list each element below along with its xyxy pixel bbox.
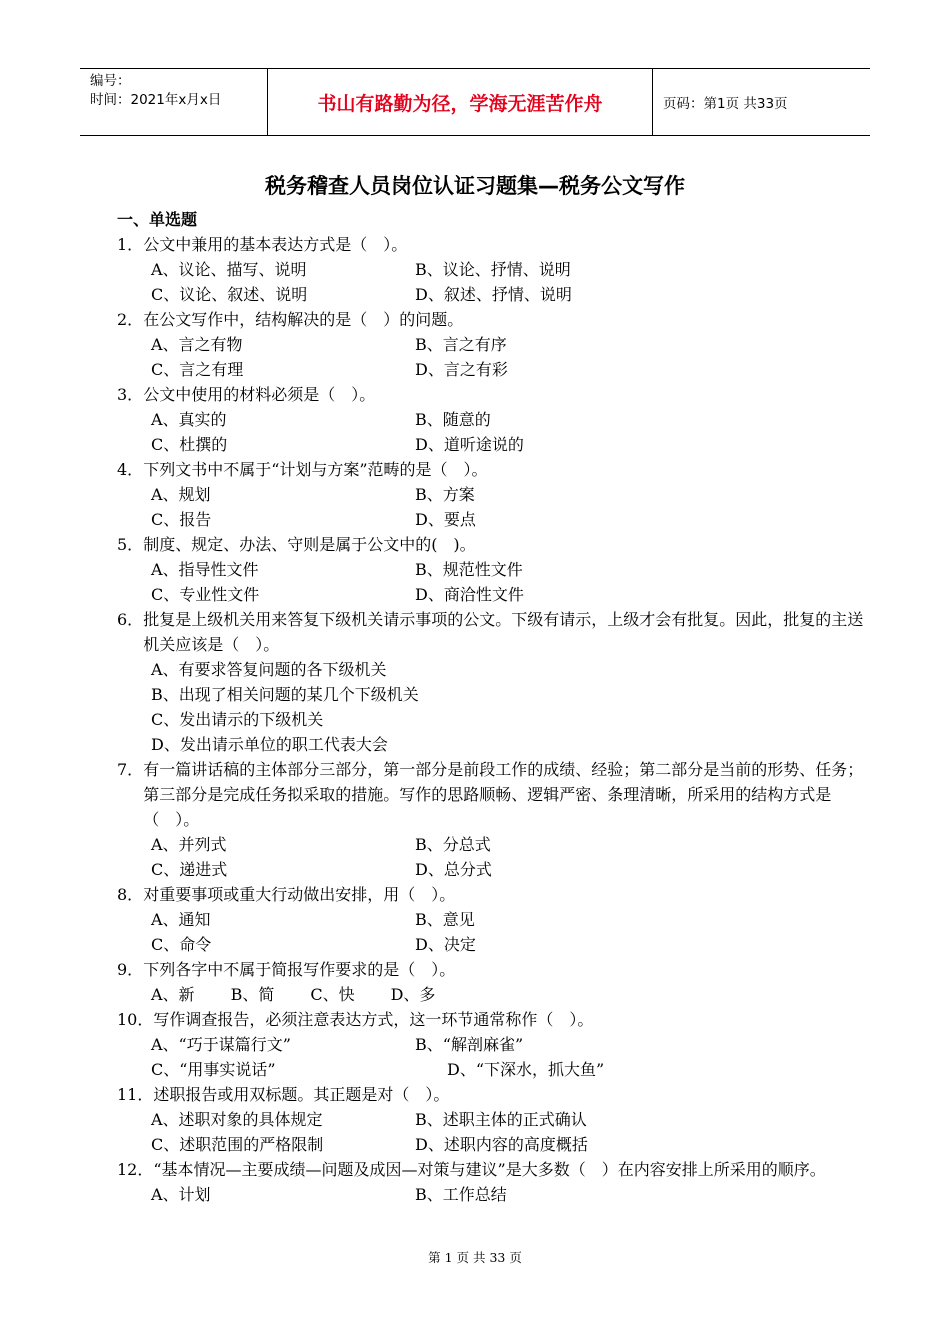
question-number: 10． <box>117 1010 154 1029</box>
question-item <box>117 232 877 307</box>
question-text: 公文中兼用的基本表达方式是（ ）。 <box>143 235 408 254</box>
answer-option: B、规范性文件 <box>415 560 523 579</box>
answer-option: A、“巧于谋篇行文” <box>151 1035 291 1054</box>
question-stem <box>117 307 877 332</box>
answer-option: B、述职主体的正式确认 <box>415 1110 587 1129</box>
question-stem <box>117 607 877 657</box>
answer-option: C、命令 <box>151 935 212 954</box>
header-motto: 书山有路勤为径，学海无涯苦作舟 <box>268 69 653 135</box>
answer-option: B、意见 <box>415 910 475 929</box>
option-list <box>117 332 877 382</box>
answer-option: D、总分式 <box>415 860 492 879</box>
answer-option: B、出现了相关问题的某几个下级机关 <box>151 685 419 704</box>
answer-option: B、方案 <box>415 485 475 504</box>
answer-option: C、言之有理 <box>151 360 244 379</box>
question-item <box>117 1157 877 1207</box>
question-item <box>117 1007 877 1082</box>
answer-option: B、“解剖麻雀” <box>415 1035 524 1054</box>
answer-option: C、专业性文件 <box>151 585 260 604</box>
answer-option: A、并列式 <box>151 835 227 854</box>
header-number-label: 编号： <box>90 73 131 89</box>
question-item <box>117 757 877 882</box>
question-stem <box>117 957 877 982</box>
question-number: 11． <box>117 1085 154 1104</box>
question-number: 8． <box>117 885 144 904</box>
header-meta <box>80 69 268 135</box>
answer-option: D、言之有彩 <box>415 360 508 379</box>
option-list <box>117 557 877 607</box>
question-item <box>117 457 877 532</box>
answer-option: B、简 <box>230 985 275 1004</box>
question-stem <box>117 532 877 557</box>
answer-option: A、有要求答复问题的各下级机关 <box>151 660 387 679</box>
document-body <box>117 208 877 1207</box>
question-number: 12． <box>117 1160 154 1179</box>
answer-option: C、快 <box>310 985 355 1004</box>
question-stem <box>117 1007 877 1032</box>
question-text: 在公文写作中，结构解决的是（ ）的问题。 <box>143 310 464 329</box>
answer-option: B、随意的 <box>415 410 491 429</box>
question-text: 写作调查报告，必须注意表达方式，这一环节通常称作（ ）。 <box>153 1010 594 1029</box>
answer-option: D、道听途说的 <box>415 435 524 454</box>
question-stem <box>117 1082 877 1107</box>
answer-option: A、述职对象的具体规定 <box>151 1110 323 1129</box>
question-number: 9． <box>117 960 144 979</box>
answer-option: D、“下深水，抓大鱼” <box>415 1060 605 1079</box>
answer-option: A、新 <box>151 985 195 1004</box>
option-list <box>117 257 877 307</box>
answer-option: C、发出请示的下级机关 <box>151 710 324 729</box>
document-title: 税务稽查人员岗位认证习题集—税务公文写作 <box>265 174 685 198</box>
question-text: 下列各字中不属于简报写作要求的是（ ）。 <box>143 960 456 979</box>
answer-option: C、“用事实说话” <box>151 1060 276 1079</box>
page-footer: 第 1 页 共 33 页 <box>428 1250 522 1265</box>
question-number: 2． <box>117 310 144 329</box>
header-time: 时间：2021年x月x日 <box>90 92 222 108</box>
answer-option: A、言之有物 <box>151 335 243 354</box>
answer-option: A、计划 <box>151 1185 211 1204</box>
answer-option: B、言之有序 <box>415 335 507 354</box>
question-stem <box>117 232 877 257</box>
answer-option: B、分总式 <box>415 835 491 854</box>
answer-option: C、递进式 <box>151 860 228 879</box>
question-item <box>117 882 877 957</box>
answer-option: A、规划 <box>151 485 211 504</box>
answer-option: D、发出请示单位的职工代表大会 <box>151 735 388 754</box>
answer-option: D、多 <box>390 985 436 1004</box>
answer-option: A、议论、描写、说明 <box>151 260 307 279</box>
answer-option: D、决定 <box>415 935 476 954</box>
answer-option: D、述职内容的高度概括 <box>415 1135 588 1154</box>
question-item <box>117 607 877 757</box>
option-list <box>117 1032 877 1082</box>
question-number: 5． <box>117 535 144 554</box>
answer-option: B、工作总结 <box>415 1185 507 1204</box>
question-text: 下列文书中不属于“计划与方案”范畴的是（ ）。 <box>143 460 488 479</box>
question-number: 7． <box>117 760 144 779</box>
question-stem <box>117 882 877 907</box>
question-item <box>117 532 877 607</box>
answer-option: C、报告 <box>151 510 212 529</box>
question-text: “基本情况—主要成绩—问题及成因—对策与建议”是大多数（ ）在内容安排上所采用的顺序。 <box>153 1160 826 1179</box>
question-list <box>117 232 877 1207</box>
answer-option: D、叙述、抒情、说明 <box>415 285 572 304</box>
section-heading: 一、单选题 <box>117 210 198 229</box>
header-page-info: 页码：第1页 共33页 <box>663 96 788 112</box>
question-number: 1． <box>117 235 144 254</box>
question-stem <box>117 757 877 832</box>
question-item <box>117 1082 877 1157</box>
question-item <box>117 307 877 382</box>
question-stem <box>117 382 877 407</box>
answer-option: A、真实的 <box>151 410 227 429</box>
question-text: 公文中使用的材料必须是（ ）。 <box>143 385 376 404</box>
option-list <box>117 832 877 882</box>
option-list <box>117 907 877 957</box>
option-list <box>117 657 877 757</box>
answer-option: A、指导性文件 <box>151 560 259 579</box>
option-list <box>117 482 877 532</box>
question-number: 6． <box>117 610 144 629</box>
question-number: 3． <box>117 385 144 404</box>
question-item <box>117 382 877 457</box>
option-list <box>117 407 877 457</box>
question-text: 述职报告或用双标题。其正题是对（ ）。 <box>153 1085 450 1104</box>
option-list <box>117 982 877 1007</box>
question-text: 批复是上级机关用来答复下级机关请示事项的公文。下级有请示，上级才会有批复。因此，批复的主送机关应该是（ ）。 <box>143 610 864 654</box>
option-list <box>117 1182 877 1207</box>
answer-option: D、商洽性文件 <box>415 585 524 604</box>
question-text: 对重要事项或重大行动做出安排，用（ ）。 <box>143 885 456 904</box>
answer-option: C、述职范围的严格限制 <box>151 1135 324 1154</box>
page-header <box>80 68 870 136</box>
option-list <box>117 1107 877 1157</box>
answer-option: B、议论、抒情、说明 <box>415 260 571 279</box>
question-item <box>117 957 877 1007</box>
answer-option: A、通知 <box>151 910 211 929</box>
answer-option: C、议论、叙述、说明 <box>151 285 308 304</box>
question-text: 制度、规定、办法、守则是属于公文中的( )。 <box>143 535 476 554</box>
answer-option: D、要点 <box>415 510 476 529</box>
question-number: 4． <box>117 460 144 479</box>
answer-option: C、杜撰的 <box>151 435 228 454</box>
question-stem <box>117 1157 877 1182</box>
question-text: 有一篇讲话稿的主体部分三部分，第一部分是前段工作的成绩、经验；第二部分是当前的形势、任务；第三部分是完成任务拟采取的措施。写作的思路顺畅、逻辑严密、条理清晰，所采用的结构方式是（ ）。 <box>143 760 864 829</box>
question-stem <box>117 457 877 482</box>
